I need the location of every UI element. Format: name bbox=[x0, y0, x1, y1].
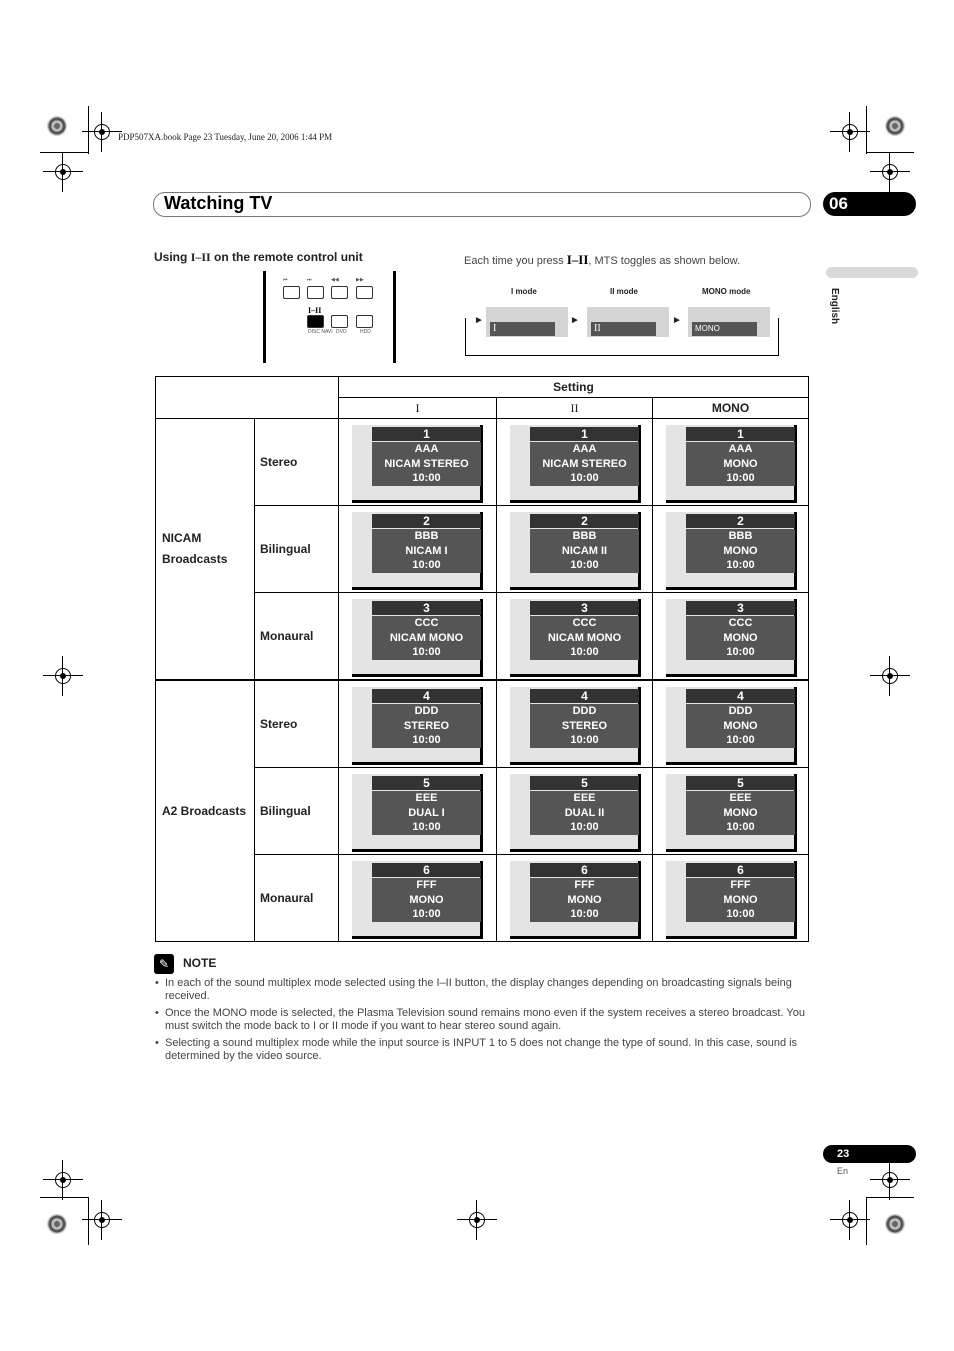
station-name: AAA bbox=[572, 443, 597, 455]
crop-line bbox=[88, 1197, 89, 1245]
mts-table bbox=[155, 376, 809, 942]
using-heading bbox=[154, 250, 363, 265]
signal-type: Stereo bbox=[255, 419, 339, 506]
channel-number: 4 bbox=[372, 689, 481, 703]
station-name: BBB bbox=[728, 530, 753, 542]
sound-mode: NICAM II bbox=[561, 544, 608, 557]
clock-time: 10:00 bbox=[570, 908, 599, 920]
channel-number: 1 bbox=[372, 427, 481, 441]
screen-cell bbox=[653, 419, 809, 506]
tv-screen-display bbox=[510, 774, 641, 852]
clock-time: 10:00 bbox=[726, 472, 755, 484]
screen-info bbox=[530, 791, 639, 835]
column-header-mono: MONO bbox=[653, 398, 809, 419]
sound-mode: NICAM I bbox=[405, 544, 448, 557]
registration-mark bbox=[870, 152, 910, 192]
sound-mode: MONO bbox=[723, 631, 758, 644]
dvd-button bbox=[331, 315, 348, 328]
mode-inner-mono: MONO bbox=[692, 322, 757, 336]
signal-type: Monaural bbox=[255, 855, 339, 942]
registration-mark bbox=[43, 1160, 83, 1200]
each-time-suffix: , MTS toggles as shown below. bbox=[588, 255, 741, 267]
sound-mode: DUAL II bbox=[564, 806, 605, 819]
table-corner bbox=[156, 377, 339, 419]
crop-line bbox=[88, 106, 89, 154]
signal-type: Bilingual bbox=[255, 768, 339, 855]
screen-info bbox=[372, 791, 481, 835]
screen-cell bbox=[339, 419, 497, 506]
registration-star-bottom-left bbox=[47, 1214, 67, 1234]
hdd-label: HDD bbox=[360, 329, 371, 335]
note-bullet: • Once the MONO mode is selected, the Plasma Television sound remains mono even if the system receives a stereo broadcast. You must switch the mode back to I or II mode if you want to hear stereo sound again. bbox=[155, 1007, 810, 1033]
clock-time: 10:00 bbox=[570, 734, 599, 746]
screen-info bbox=[686, 616, 795, 660]
screen-info bbox=[686, 442, 795, 486]
screen-cell bbox=[653, 593, 809, 681]
tv-screen-display bbox=[666, 599, 797, 677]
remote-button bbox=[283, 286, 300, 299]
screen-cell bbox=[339, 593, 497, 681]
station-name: DDD bbox=[414, 705, 439, 717]
using-suffix: on the remote control unit bbox=[214, 250, 363, 264]
signal-type: Bilingual bbox=[255, 506, 339, 593]
registration-mark bbox=[870, 1160, 910, 1200]
station-name: EEE bbox=[415, 792, 438, 804]
channel-number: 3 bbox=[686, 601, 795, 615]
sound-mode: STEREO bbox=[561, 719, 608, 732]
station-name: AAA bbox=[728, 443, 753, 455]
channel-number: 6 bbox=[530, 863, 639, 877]
dvd-label: DVD bbox=[336, 329, 347, 335]
registration-mark bbox=[457, 1200, 497, 1240]
clock-time: 10:00 bbox=[412, 734, 441, 746]
station-name: CCC bbox=[572, 617, 597, 629]
registration-star-bottom-right bbox=[885, 1214, 905, 1234]
station-name: BBB bbox=[414, 530, 439, 542]
channel-number: 4 bbox=[686, 689, 795, 703]
station-name: EEE bbox=[573, 792, 596, 804]
registration-mark bbox=[830, 112, 870, 152]
remote-button bbox=[307, 286, 324, 299]
clock-time: 10:00 bbox=[412, 821, 441, 833]
arrow-icon: ► bbox=[474, 315, 484, 326]
note-pencil-icon: ✎ bbox=[154, 954, 174, 974]
registration-star-top-right bbox=[885, 116, 905, 136]
each-time-text bbox=[464, 252, 740, 268]
crop-line bbox=[866, 1197, 914, 1198]
i-ii-button-icon: I–II bbox=[566, 252, 589, 267]
screen-info bbox=[372, 878, 481, 922]
remote-button bbox=[356, 286, 373, 299]
screen-info bbox=[530, 442, 639, 486]
clock-time: 10:00 bbox=[570, 472, 599, 484]
sound-mode: MONO bbox=[723, 457, 758, 470]
sound-mode: MONO bbox=[723, 893, 758, 906]
group-label: NICAM Broadcasts bbox=[156, 419, 255, 681]
channel-number: 6 bbox=[372, 863, 481, 877]
sound-mode: NICAM STEREO bbox=[542, 457, 627, 470]
screen-cell bbox=[653, 768, 809, 855]
remote-label: ⏭ bbox=[307, 277, 312, 283]
screen-info bbox=[530, 616, 639, 660]
section-title: Watching TV bbox=[164, 193, 273, 213]
mode-label-mono: MONO mode bbox=[702, 287, 751, 296]
screen-cell bbox=[339, 855, 497, 942]
tv-screen-display bbox=[510, 861, 641, 939]
registration-mark bbox=[870, 656, 910, 696]
sound-mode: MONO bbox=[723, 719, 758, 732]
mode-label-i: I mode bbox=[511, 287, 537, 296]
screen-info bbox=[686, 704, 795, 748]
remote-label: ▶▶ bbox=[356, 277, 364, 283]
registration-star-top-left bbox=[47, 116, 67, 136]
language-label: English bbox=[829, 288, 840, 325]
screen-info bbox=[372, 529, 481, 573]
disc-navi-label: DISC NAVI bbox=[308, 329, 333, 335]
setting-header: Setting bbox=[339, 377, 809, 398]
screen-cell bbox=[339, 768, 497, 855]
screen-cell bbox=[497, 855, 653, 942]
channel-number: 2 bbox=[372, 514, 481, 528]
hdd-button bbox=[356, 315, 373, 328]
language-tab bbox=[826, 267, 918, 278]
screen-info bbox=[686, 878, 795, 922]
screen-cell bbox=[497, 593, 653, 681]
channel-number: 5 bbox=[372, 776, 481, 790]
clock-time: 10:00 bbox=[412, 908, 441, 920]
arrow-icon: ► bbox=[570, 315, 580, 326]
tv-screen-display bbox=[510, 599, 641, 677]
note-bullet-text: Once the MONO mode is selected, the Plasma Television sound remains mono even if the system receives a stereo broadcast. You must switch the mode back to I or II mode if you want to hear stereo sound again. bbox=[165, 1007, 805, 1032]
screen-cell bbox=[339, 506, 497, 593]
signal-type: Stereo bbox=[255, 680, 339, 768]
sound-mode: MONO bbox=[723, 806, 758, 819]
channel-number: 5 bbox=[686, 776, 795, 790]
screen-cell bbox=[339, 680, 497, 768]
tv-screen-display bbox=[666, 512, 797, 590]
arrow-icon: ► bbox=[672, 315, 682, 326]
screen-info bbox=[686, 529, 795, 573]
tv-screen-display bbox=[510, 512, 641, 590]
page-number: 23 bbox=[823, 1145, 916, 1163]
crop-line bbox=[40, 1197, 88, 1198]
tv-screen-display bbox=[666, 774, 797, 852]
station-name: BBB bbox=[572, 530, 597, 542]
each-time-prefix: Each time you press bbox=[464, 255, 564, 267]
clock-time: 10:00 bbox=[726, 908, 755, 920]
table-row bbox=[156, 419, 809, 506]
station-name: CCC bbox=[728, 617, 753, 629]
screen-info bbox=[530, 878, 639, 922]
remote-illustration bbox=[263, 271, 396, 363]
tv-screen-display bbox=[352, 861, 483, 939]
remote-button bbox=[331, 286, 348, 299]
screen-info bbox=[686, 791, 795, 835]
tv-screen-display bbox=[510, 687, 641, 765]
screen-info bbox=[372, 704, 481, 748]
screen-info bbox=[530, 529, 639, 573]
channel-number: 3 bbox=[372, 601, 481, 615]
channel-number: 1 bbox=[686, 427, 795, 441]
tv-screen-display bbox=[352, 425, 483, 503]
station-name: DDD bbox=[572, 705, 597, 717]
tv-screen-display bbox=[510, 425, 641, 503]
sound-mode: DUAL I bbox=[408, 806, 445, 819]
screen-info bbox=[372, 442, 481, 486]
screen-info bbox=[530, 704, 639, 748]
screen-info bbox=[372, 616, 481, 660]
sound-mode: MONO bbox=[567, 893, 602, 906]
i-ii-label: I–II bbox=[308, 306, 322, 315]
station-name: CCC bbox=[414, 617, 439, 629]
book-info: PDP507XA.book Page 23 Tuesday, June 20, 2006 1:44 PM bbox=[118, 132, 333, 142]
channel-number: 1 bbox=[530, 427, 639, 441]
station-name: DDD bbox=[728, 705, 753, 717]
registration-mark bbox=[43, 152, 83, 192]
using-prefix: Using bbox=[154, 250, 188, 264]
station-name: FFF bbox=[416, 879, 437, 891]
clock-time: 10:00 bbox=[570, 646, 599, 658]
crop-line bbox=[866, 1197, 867, 1245]
tv-screen-display bbox=[352, 599, 483, 677]
remote-label: ⏮ bbox=[283, 277, 288, 283]
crop-line bbox=[40, 152, 88, 153]
table-body bbox=[156, 419, 809, 942]
i-ii-button[interactable] bbox=[307, 315, 324, 328]
mode-inner-i: I bbox=[490, 322, 555, 336]
remote-label: ◀◀ bbox=[331, 277, 339, 283]
clock-time: 10:00 bbox=[726, 559, 755, 571]
screen-cell bbox=[653, 855, 809, 942]
column-header-ii: II bbox=[497, 398, 653, 419]
group-label: A2 Broadcasts bbox=[156, 680, 255, 942]
screen-cell bbox=[497, 506, 653, 593]
channel-number: 6 bbox=[686, 863, 795, 877]
screen-cell bbox=[653, 506, 809, 593]
channel-number: 2 bbox=[686, 514, 795, 528]
chapter-badge: 06 bbox=[823, 192, 916, 216]
sound-mode: MONO bbox=[409, 893, 444, 906]
note-bullet-text: In each of the sound multiplex mode selected using the I–II button, the display changes depending on broadcasting signals being received. bbox=[165, 977, 792, 1002]
clock-time: 10:00 bbox=[412, 646, 441, 658]
screen-cell bbox=[497, 680, 653, 768]
note-bullet: • In each of the sound multiplex mode selected using the I–II button, the display changes depending on broadcasting signals being received. bbox=[155, 977, 810, 1003]
clock-time: 10:00 bbox=[726, 734, 755, 746]
mode-label-ii: II mode bbox=[610, 287, 639, 296]
crop-line bbox=[866, 152, 914, 153]
clock-time: 10:00 bbox=[726, 646, 755, 658]
page-language: En bbox=[837, 1166, 849, 1176]
note-title: NOTE bbox=[183, 956, 217, 970]
table-row bbox=[156, 680, 809, 768]
column-header-i: I bbox=[339, 398, 497, 419]
channel-number: 4 bbox=[530, 689, 639, 703]
registration-mark bbox=[830, 1200, 870, 1240]
tv-screen-display bbox=[666, 425, 797, 503]
station-name: FFF bbox=[730, 879, 751, 891]
channel-number: 3 bbox=[530, 601, 639, 615]
station-name: EEE bbox=[729, 792, 752, 804]
signal-type: Monaural bbox=[255, 593, 339, 681]
sound-mode: NICAM STEREO bbox=[384, 457, 469, 470]
registration-mark bbox=[43, 656, 83, 696]
i-ii-button-icon: I–II bbox=[190, 250, 211, 264]
crop-line bbox=[866, 106, 867, 154]
clock-time: 10:00 bbox=[726, 821, 755, 833]
tv-screen-display bbox=[352, 774, 483, 852]
sound-mode: NICAM MONO bbox=[547, 631, 622, 644]
screen-cell bbox=[497, 419, 653, 506]
screen-cell bbox=[653, 680, 809, 768]
screen-cell bbox=[497, 768, 653, 855]
sound-mode: MONO bbox=[723, 544, 758, 557]
clock-time: 10:00 bbox=[412, 559, 441, 571]
station-name: FFF bbox=[574, 879, 595, 891]
tv-screen-display bbox=[666, 687, 797, 765]
clock-time: 10:00 bbox=[570, 821, 599, 833]
note-bullet: • Selecting a sound multiplex mode while the input source is INPUT 1 to 5 does not change the type of sound. In this case, sound is determined by the video source. bbox=[155, 1037, 810, 1063]
clock-time: 10:00 bbox=[570, 559, 599, 571]
tv-screen-display bbox=[352, 687, 483, 765]
channel-number: 5 bbox=[530, 776, 639, 790]
channel-number: 2 bbox=[530, 514, 639, 528]
note-bullet-text: Selecting a sound multiplex mode while the input source is INPUT 1 to 5 does not change the type of sound. In this case, sound is determined by the video source. bbox=[165, 1037, 798, 1062]
station-name: AAA bbox=[414, 443, 439, 455]
clock-time: 10:00 bbox=[412, 472, 441, 484]
tv-screen-display bbox=[352, 512, 483, 590]
tv-screen-display bbox=[666, 861, 797, 939]
toggle-loop-line bbox=[465, 318, 779, 356]
sound-mode: NICAM MONO bbox=[389, 631, 464, 644]
mode-inner-ii: II bbox=[591, 322, 656, 336]
sound-mode: STEREO bbox=[403, 719, 450, 732]
